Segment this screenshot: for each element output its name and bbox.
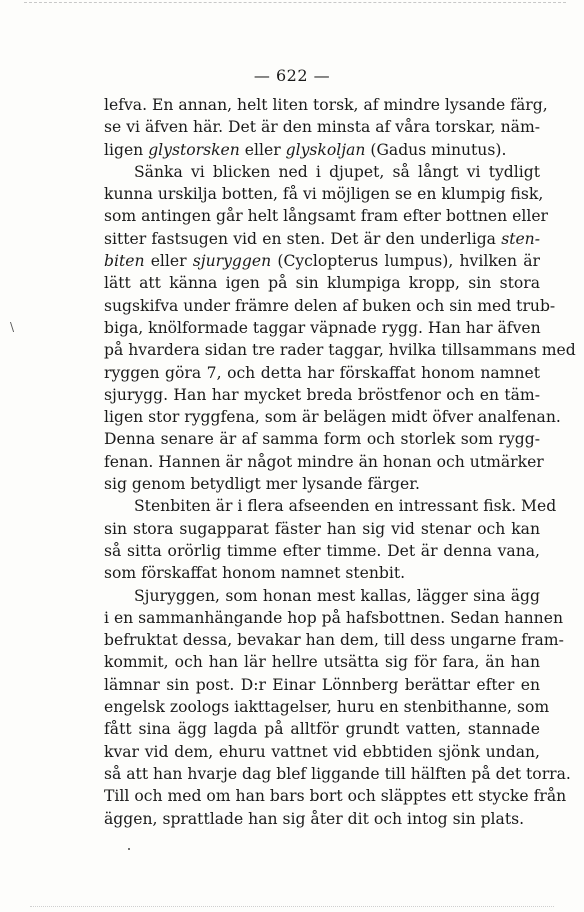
text-line [104, 94, 548, 116]
text-line [104, 495, 557, 517]
text-line [104, 741, 540, 763]
italic-term: glyskoljan [285, 140, 366, 159]
text-line [104, 161, 540, 183]
text-segment: Sänka vi blicken ned i djupet, så långt vi tydligt [134, 162, 540, 181]
text-segment: Denna senare är af samma form och storlek som rygg- [104, 430, 540, 449]
italic-term: sten- [501, 229, 540, 248]
text-segment: så sitta orörlig timme efter timme. Det är denna vana, [104, 541, 540, 560]
italic-term: biten [104, 252, 145, 271]
text-segment: som antingen går helt långsamt fram efter bottnen eller [104, 207, 549, 226]
text-line [104, 228, 540, 250]
text-line [104, 763, 571, 785]
text-segment: fått sina ägg lagda på alltför grundt vatten, stannade [104, 720, 540, 739]
text-line [104, 651, 540, 673]
text-segment: sig genom betydligt mer lysande färger. [104, 475, 420, 494]
ink-speck [128, 848, 130, 850]
text-line [104, 116, 540, 138]
text-line [104, 205, 549, 227]
text-segment: Stenbiten är i flera afseenden en intressant fisk. Med [134, 497, 557, 516]
text-segment: på hvardera sidan tre rader taggar, hvilka tillsammans med [104, 341, 576, 360]
text-line [104, 585, 540, 607]
text-line [104, 384, 540, 406]
italic-term: sjuryggen [192, 252, 272, 271]
text-segment: så att han hvarje dag blef liggande till hälften på det torra. [104, 764, 571, 783]
text-line [104, 473, 540, 495]
text-line [104, 183, 544, 205]
text-line [104, 362, 540, 384]
text-segment: befruktat dessa, bevakar han dem, till dess ungarne fram- [104, 631, 564, 650]
text-segment: Till och med om han bars bort och släpptes ett stycke från [104, 787, 567, 806]
text-line [104, 317, 540, 339]
text-line [104, 272, 540, 294]
text-line [104, 562, 540, 584]
italic-term: glystorsken [148, 140, 240, 159]
text-segment: fenan. Hannen är något mindre än honan och utmärker [104, 452, 544, 471]
text-line [104, 607, 563, 629]
text-line [104, 428, 540, 450]
text-segment: ligen [104, 140, 149, 159]
text-segment: (Cyclopterus lumpus), hvilken är [271, 252, 540, 271]
text-segment: kvar vid dem, ehuru vattnet vid ebbtiden sjönk undan, [104, 742, 540, 761]
text-line [104, 518, 540, 540]
text-line [104, 339, 576, 361]
page-number: — 622 — [253, 66, 331, 85]
text-segment: sitter fastsugen vid en sten. Det är den underliga [104, 229, 502, 248]
text-segment: lefva. En annan, helt liten torsk, af mindre lysande färg, [104, 96, 548, 114]
text-line [104, 785, 567, 807]
text-segment: Sjuryggen, som honan mest kallas, lägger sina ägg [134, 586, 540, 605]
text-line [104, 696, 550, 718]
text-line [104, 139, 540, 161]
text-segment: som förskaffat honom namnet stenbit. [104, 564, 406, 583]
text-line [104, 629, 564, 651]
text-segment: eller [144, 252, 193, 271]
text-segment: ryggen göra 7, och detta har förskaffat honom namnet [104, 363, 540, 382]
text-segment: eller [239, 140, 286, 159]
body-text [104, 94, 576, 830]
text-segment: i en sammanhängande hop på hafsbottnen. Sedan hannen [104, 608, 563, 627]
text-line [104, 250, 540, 272]
text-segment: sugskifva under främre delen af buken och sin med trub- [104, 296, 556, 315]
text-segment: biga, knölformade taggar väpnade rygg. Han har äfven [104, 318, 541, 337]
text-segment: ligen stor ryggfena, som är belägen midt öfver analfenan. [104, 408, 561, 427]
text-line [104, 674, 540, 696]
text-line [104, 451, 544, 473]
text-segment: sjurygg. Han har mycket breda bröstfenor och en täm- [104, 385, 540, 404]
text-line [104, 718, 540, 740]
top-edge-rule [24, 2, 566, 3]
text-segment: sin stora sugapparat fäster han sig vid stenar och kan [104, 519, 540, 538]
text-segment: se vi äfven här. Det är den minsta af våra torskar, näm- [104, 118, 540, 137]
text-segment: lämnar sin post. D:r Einar Lönnberg berättar efter en [104, 675, 540, 694]
text-segment: kunna urskilja botten, få vi möjligen se en klumpig fisk, [104, 185, 544, 204]
margin-mark: \ [10, 320, 15, 334]
text-line [104, 808, 540, 830]
text-segment: (Gadus minutus). [365, 140, 507, 159]
text-segment: engelsk zoologs iakttagelser, huru en stenbithanne, som [104, 698, 550, 717]
text-line [104, 540, 540, 562]
text-line [104, 406, 561, 428]
bottom-edge-rule [30, 906, 554, 907]
text-segment: lätt att känna igen på sin klumpiga kropp, sin stora [104, 274, 540, 293]
text-segment: äggen, sprattlade han sig åter dit och intog sin plats. [104, 809, 525, 828]
text-line [104, 295, 556, 317]
text-segment: kommit, och han lär hellre utsätta sig för fara, än han [104, 653, 540, 672]
